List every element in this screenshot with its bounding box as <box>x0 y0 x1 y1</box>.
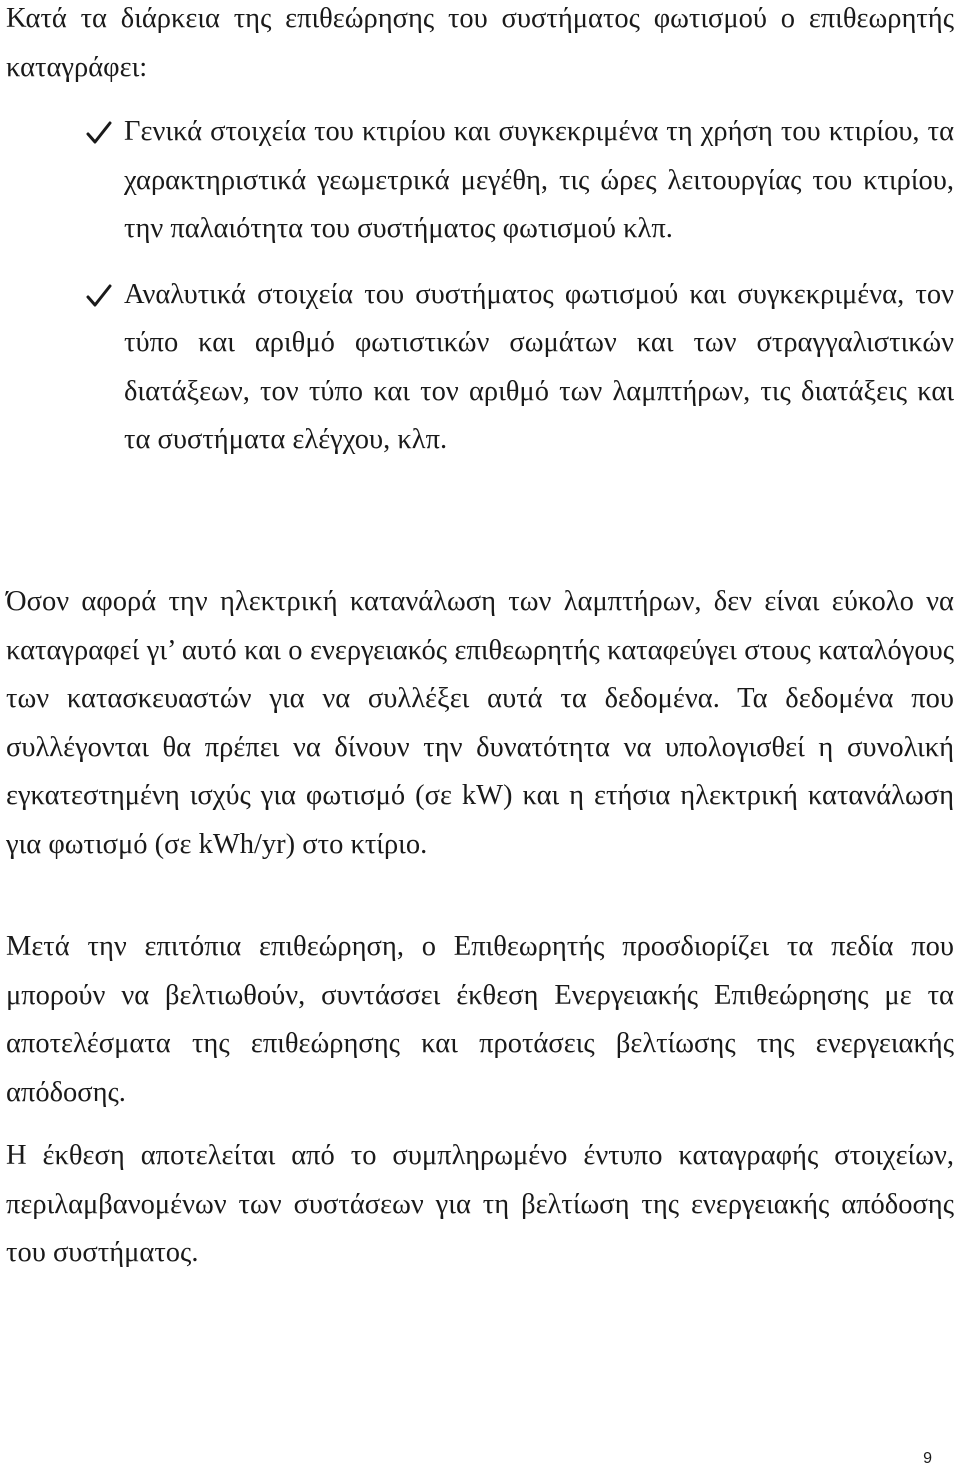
checklist-item-text: Αναλυτικά στοιχεία του συστήματος φωτισμού και συγκεκριμένα, τον τύπο και αριθμό φωτιστικών σωμάτων και των στραγγαλιστικών διατάξεων, τον τύπο και τον αριθμό των λαμπτήρων, τις διατάξεις και τα συστήματα ελέγχου, κλπ. <box>124 278 954 455</box>
checklist-item <box>86 271 954 465</box>
checklist <box>86 108 954 482</box>
checklist-item-text: Γενικά στοιχεία του κτιρίου και συγκεκριμένα τη χρήση του κτιρίου, τα χαρακτηριστικά γεωμετρικά μεγέθη, τις ώρες λειτουργίας του κτιρίου, την παλαιότητα του συστήματος φωτισμού κλπ. <box>124 116 954 244</box>
report-paragraph: Η έκθεση αποτελείται από το συμπληρωμένο έντυπο καταγραφής στοιχείων, περιλαμβανομένων των συστάσεων για τη βελτίωση της ενεργειακής απόδοσης του συστήματος. <box>6 1140 954 1268</box>
consumption-paragraph: Όσον αφορά την ηλεκτρική κατανάλωση των λαμπτήρων, δεν είναι εύκολο να καταγραφεί γι’ αυτό και ο ενεργειακός επιθεωρητής καταφεύγει στους καταλόγους των κατασκευαστών για να συλλέξει αυτά τα δεδομένα. Τα δεδομένα που συλλέγονται θα πρέπει να δίνουν την δυνατότητα να υπολογισθεί η συνολική εγκατεστημένη ισχύς για φωτισμό (σε kW) και η ετήσια ηλεκτρική κατανάλωση για φωτισμό (σε kWh/yr) στο κτίριο. <box>6 586 954 860</box>
after-inspection-paragraph: Μετά την επιτόπια επιθεώρηση, ο Επιθεωρητής προσδιορίζει τα πεδία που μπορούν να βελτιωθούν, συντάσσει έκθεση Ενεργειακής Επιθεώρησης με τα αποτελέσματα της επιθεώρησης και προτάσεις βελτίωσης της ενεργειακής απόδοσης. <box>6 931 954 1108</box>
checklist-item <box>86 108 954 254</box>
checkmark-icon <box>86 283 112 309</box>
intro-paragraph: Κατά τα διάρκεια της επιθεώρησης του συστήματος φωτισμού ο επιθεωρητής καταγράφει: <box>6 3 954 83</box>
page-number: 9 <box>923 1450 932 1467</box>
checkmark-icon <box>86 120 112 146</box>
